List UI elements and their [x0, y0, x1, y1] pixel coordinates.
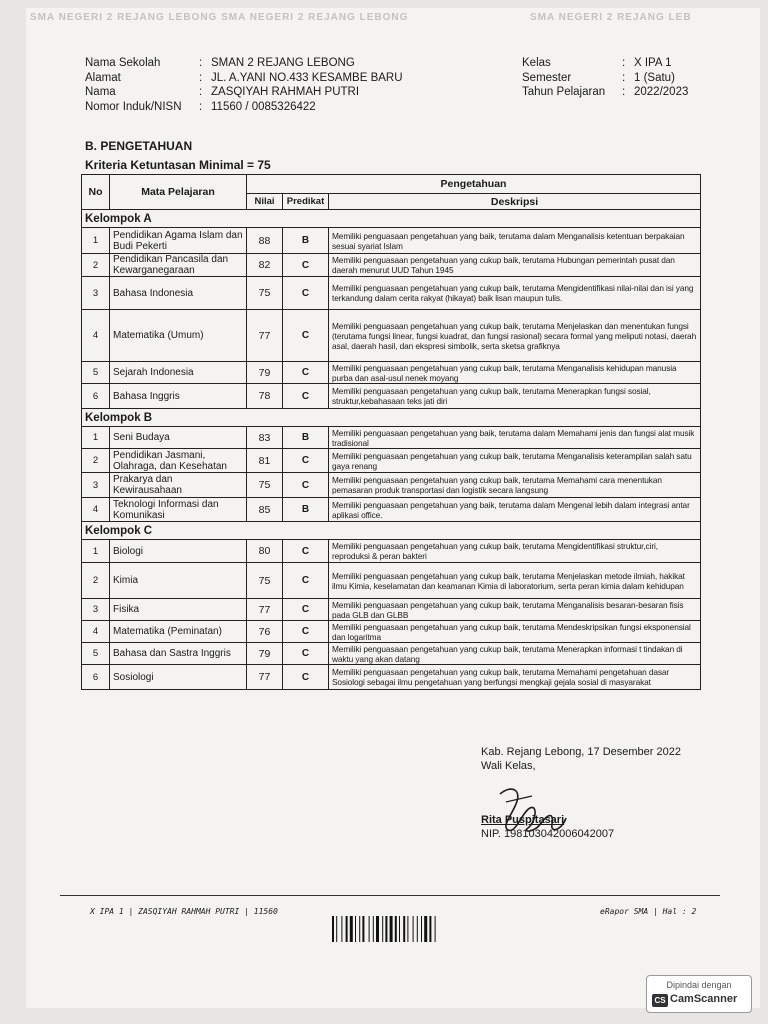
table-row [82, 449, 701, 473]
barcode-bar [429, 916, 431, 942]
barcode-bar [336, 916, 337, 942]
subject-name: Kimia [110, 563, 247, 599]
scanner-caption: Dipindai dengan [666, 980, 732, 990]
barcode-bar [395, 916, 397, 942]
barcode-bar [417, 916, 418, 942]
name-value: ZASQIYAH RAHMAH PUTRI [211, 86, 360, 98]
subject-name: Seni Budaya [110, 427, 247, 449]
score-value: 75 [247, 277, 283, 310]
score-value: 75 [247, 563, 283, 599]
predicate-value: C [283, 563, 329, 599]
table-row [82, 384, 701, 409]
score-value: 88 [247, 228, 283, 254]
predicate-value: C [283, 254, 329, 277]
table-row [82, 228, 701, 254]
barcode-bar [369, 916, 370, 942]
barcode-bar [421, 916, 422, 942]
score-value: 78 [247, 384, 283, 409]
description-text: Memiliki penguasaan pengetahuan yang cukup baik, terutama Menjelaskan dan menentukan fungsi (terutama fungsi linear, fungsi kuadrat, dan fungsi rasional) secara formal yang meliputi notasi, daerah asal, daerah hasil, dan ekspresi simbolik, serta sketsa grafiknya [329, 310, 701, 362]
table-row [82, 498, 701, 522]
row-number: 2 [82, 254, 110, 277]
barcode-bar [373, 916, 374, 942]
predicate-value: C [283, 277, 329, 310]
barcode-bar [346, 916, 348, 942]
subject-name: Bahasa Inggris [110, 384, 247, 409]
barcode-bar [385, 916, 387, 942]
address-label: Alamat [85, 71, 121, 84]
row-number: 3 [82, 473, 110, 498]
barcode-bar [399, 916, 400, 942]
table-row [82, 621, 701, 643]
grades-table [81, 174, 701, 690]
description-text: Memiliki penguasaan pengetahuan yang cukup baik, terutama Menganalisis besaran-besaran fisis pada GLB dan GLBB [329, 599, 701, 621]
subject-name: Sosiologi [110, 665, 247, 690]
score-value: 85 [247, 498, 283, 522]
barcode-bar [424, 916, 427, 942]
row-number: 4 [82, 621, 110, 643]
description-text: Memiliki penguasaan pengetahuan yang cukup baik, terutama Mengidentifikasi struktur,ciri, reproduksi & peran bakteri [329, 540, 701, 563]
handwritten-signature [492, 782, 572, 842]
group-title: Kelompok B [82, 409, 701, 427]
group-row [82, 210, 701, 228]
score-value: 75 [247, 473, 283, 498]
predicate-value: B [283, 498, 329, 522]
subject-name: Pendidikan Pancasila dan Kewarganegaraan [110, 254, 247, 277]
header-description: Deskripsi [329, 194, 701, 210]
school-value: SMAN 2 REJANG LEBONG [211, 57, 355, 69]
score-value: 80 [247, 540, 283, 563]
predicate-value: B [283, 427, 329, 449]
score-value: 81 [247, 449, 283, 473]
description-text: Memiliki penguasaan pengetahuan yang baik, terutama dalam Menganalisis ketentuan berpakaian sesuai syariat Islam [329, 228, 701, 254]
semester-value: 1 (Satu) [634, 71, 675, 84]
row-number: 1 [82, 228, 110, 254]
group-title: Kelompok A [82, 210, 701, 228]
predicate-value: C [283, 643, 329, 665]
barcode-bar [390, 916, 393, 942]
barcode-bar [362, 916, 364, 942]
class-label: Kelas [522, 57, 551, 69]
section-title: B. PENGETAHUAN [85, 139, 193, 153]
table-row [82, 540, 701, 563]
score-value: 79 [247, 362, 283, 384]
subject-name: Prakarya dan Kewirausahaan [110, 473, 247, 498]
header-subject: Mata Pelajaran [110, 175, 247, 210]
row-number: 1 [82, 540, 110, 563]
score-value: 79 [247, 643, 283, 665]
table-row [82, 254, 701, 277]
description-text: Memiliki penguasaan pengetahuan yang cukup baik, terutama Menganalisis kehidupan manusia purba dan asal-usul nenek moyang [329, 362, 701, 384]
row-number: 3 [82, 277, 110, 310]
subject-name: Sejarah Indonesia [110, 362, 247, 384]
table-row [82, 277, 701, 310]
predicate-value: C [283, 540, 329, 563]
score-value: 77 [247, 599, 283, 621]
row-number: 6 [82, 384, 110, 409]
table-row [82, 473, 701, 498]
header-score: Nilai [247, 194, 283, 210]
subject-name: Bahasa Indonesia [110, 277, 247, 310]
table-row [82, 643, 701, 665]
table-row [82, 563, 701, 599]
nisn-value: 11560 / 0085326422 [211, 100, 316, 113]
barcode-bar [359, 916, 360, 942]
barcode-bar [435, 916, 436, 942]
predicate-value: C [283, 599, 329, 621]
header-knowledge: Pengetahuan [247, 175, 701, 194]
predicate-value: C [283, 473, 329, 498]
header-predicate: Predikat [283, 194, 329, 210]
year-label: Tahun Pelajaran [522, 86, 606, 98]
camscanner-watermark [646, 975, 752, 1013]
barcode-bar [403, 916, 405, 942]
barcode-bar [407, 916, 408, 942]
year-value: 2022/2023 [634, 86, 689, 98]
description-text: Memiliki penguasaan pengetahuan yang cukup baik, terutama Menerapkan fungsi sosial, struktur,kebahasaan teks jati diri [329, 384, 701, 409]
description-text: Memiliki penguasaan pengetahuan yang cukup baik, terutama Hubungan pemerintah pusat dan daerah menurut UUD Tahun 1945 [329, 254, 701, 277]
table-row [82, 427, 701, 449]
description-text: Memiliki penguasaan pengetahuan yang cukup baik, terutama Menerapkan informasi t tindakan di waktu yang akan datang [329, 643, 701, 665]
barcode-bar [413, 916, 414, 942]
subject-name: Bahasa dan Sastra Inggris [110, 643, 247, 665]
barcode-bar [332, 916, 334, 942]
score-value: 77 [247, 310, 283, 362]
row-number: 6 [82, 665, 110, 690]
kkm-label: Kriteria Ketuntasan Minimal = 75 [85, 158, 271, 172]
row-number: 3 [82, 599, 110, 621]
signer-name: Rita Puspitasari [481, 814, 565, 826]
description-text: Memiliki penguasaan pengetahuan yang cukup baik, terutama Memahami pengetahuan dasar Sosiologi sebagai ilmu pengetahuan yang berfungsi mengkaji gejala sosial di masyarakat [329, 665, 701, 690]
camscanner-logo-icon: CS [652, 994, 668, 1007]
class-value: X IPA 1 [634, 57, 672, 69]
signer-role: Wali Kelas, [481, 760, 536, 772]
student-identity-right: Kelas : X IPA 1 Semester : 1 (Satu) Tahun Pelajaran : 2022/2023 [522, 57, 689, 98]
predicate-value: C [283, 310, 329, 362]
subject-name: Pendidikan Jasmani, Olahraga, dan Kesehatan [110, 449, 247, 473]
barcode-bar [382, 916, 383, 942]
table-row [82, 362, 701, 384]
row-number: 4 [82, 310, 110, 362]
scanner-brand: CamScanner [670, 993, 738, 1005]
subject-name: Teknologi Informasi dan Komunikasi [110, 498, 247, 522]
group-row [82, 409, 701, 427]
footer-page-info: eRapor SMA | Hal : 2 [600, 907, 697, 916]
row-number: 4 [82, 498, 110, 522]
description-text: Memiliki penguasaan pengetahuan yang baik, terutama dalam Memahami jenis dan fungsi alat musik tradisional [329, 427, 701, 449]
group-title: Kelompok C [82, 522, 701, 540]
barcode [330, 914, 460, 944]
semester-label: Semester [522, 71, 572, 84]
barcode-bar [350, 916, 353, 942]
row-number: 2 [82, 449, 110, 473]
footer-divider [60, 895, 720, 896]
barcode-bar [355, 916, 356, 942]
barcode-bar [341, 916, 342, 942]
table-row [82, 599, 701, 621]
bleed-through-text: SMA NEGERI 2 REJANG LEBONG SMA NEGERI 2 REJANG LEBONG [30, 12, 409, 23]
row-number: 5 [82, 643, 110, 665]
description-text: Memiliki penguasaan pengetahuan yang cukup baik, terutama Menjelaskan metode ilmiah, hakikat ilmu Kimia, keselamatan dan keamanan Kimia di laboratorium, serta peran kimia dalam kehidupan [329, 563, 701, 599]
score-value: 83 [247, 427, 283, 449]
student-identity-left: Nama Sekolah : SMAN 2 REJANG LEBONG Alamat : JL. A.YANI NO.433 KESAMBE BARU Nama : ZASQIYAH RAHMAH PUTRI Nomor Induk/NISN : 11560 / 0085326422 [85, 57, 403, 113]
place-date: Kab. Rejang Lebong, 17 Desember 2022 [481, 746, 681, 758]
header-no: No [82, 175, 110, 210]
predicate-value: B [283, 228, 329, 254]
subject-name: Fisika [110, 599, 247, 621]
name-label: Nama [85, 86, 116, 98]
school-label: Nama Sekolah [85, 57, 161, 69]
barcode-bar [376, 916, 379, 942]
predicate-value: C [283, 621, 329, 643]
description-text: Memiliki penguasaan pengetahuan yang cukup baik, terutama Memahami cara menentukan pemasaran produk transportasi dan logistik secara langsung [329, 473, 701, 498]
grades-body [82, 210, 701, 690]
row-number: 2 [82, 563, 110, 599]
predicate-value: C [283, 362, 329, 384]
table-row [82, 310, 701, 362]
subject-name: Matematika (Umum) [110, 310, 247, 362]
description-text: Memiliki penguasaan pengetahuan yang cukup baik, terutama Mengidentifikasi nilai-nilai dan isi yang terkandung dalam cerita rakyat (hikayat) baik lisan maupun tulis. [329, 277, 701, 310]
subject-name: Pendidikan Agama Islam dan Budi Pekerti [110, 228, 247, 254]
score-value: 77 [247, 665, 283, 690]
description-text: Memiliki penguasaan pengetahuan yang cukup baik, terutama Menganalisis keterampilan salah satu gaya renang [329, 449, 701, 473]
address-value: JL. A.YANI NO.433 KESAMBE BARU [211, 71, 403, 84]
bleed-through-text-right: SMA NEGERI 2 REJANG LEB [530, 12, 692, 23]
subject-name: Biologi [110, 540, 247, 563]
description-text: Memiliki penguasaan pengetahuan yang cukup baik, terutama Mendeskripsikan fungsi eksponensial dan logaritma [329, 621, 701, 643]
footer-student-info: X IPA 1 | ZASQIYAH RAHMAH PUTRI | 11560 [90, 907, 278, 916]
score-value: 76 [247, 621, 283, 643]
predicate-value: C [283, 665, 329, 690]
description-text: Memiliki penguasaan pengetahuan yang baik, terutama dalam Mengenal lebih dalam integrasi antar aplikasi office. [329, 498, 701, 522]
table-row [82, 665, 701, 690]
signer-nip: NIP. 198103042006042007 [481, 828, 615, 840]
subject-name: Matematika (Peminatan) [110, 621, 247, 643]
predicate-value: C [283, 449, 329, 473]
row-number: 1 [82, 427, 110, 449]
predicate-value: C [283, 384, 329, 409]
group-row [82, 522, 701, 540]
score-value: 82 [247, 254, 283, 277]
nisn-label: Nomor Induk/NISN [85, 100, 182, 113]
row-number: 5 [82, 362, 110, 384]
